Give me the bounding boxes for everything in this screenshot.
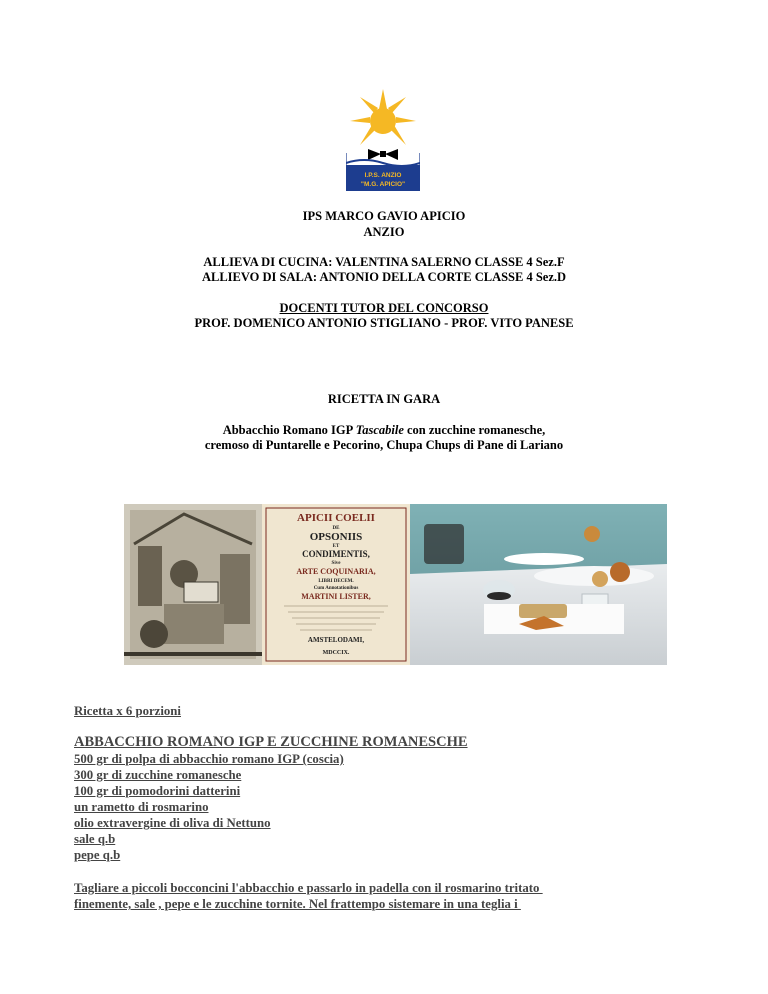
ingredient-item: 500 gr di polpa di abbacchio romano IGP (coscia) (74, 752, 344, 766)
method-line-1: Tagliare a piccoli bocconcini l'abbacchio e passarlo in padella con il rosmarino tritato (74, 881, 543, 895)
ingredient-item: olio extravergine di oliva di Nettuno (74, 816, 271, 830)
tutors-title: DOCENTI TUTOR DEL CONCORSO (279, 301, 489, 315)
book-line-10: MARTINI LISTER, (301, 592, 371, 601)
book-line-5: CONDIMENTIS, (302, 549, 370, 559)
book-line-12: MDCCIX. (322, 650, 350, 656)
ingredient-item: sale q.b (74, 832, 116, 846)
book-line-6: Sive (331, 561, 341, 566)
school-logo (346, 83, 420, 191)
logo-text-1: I.P.S. ANZIO (364, 172, 402, 179)
book-title-page (262, 504, 410, 665)
recipe-name-line1: Abbacchio Romano IGP Tascabile con zucchine romanesche, (222, 423, 546, 437)
logo-text-2: "M.G. APICIO" (360, 181, 406, 188)
book-line-3: OPSONIIS (309, 531, 363, 543)
recipe-name-italic: Tascabile (355, 423, 404, 437)
portions: Ricetta x 6 porzioni (74, 704, 181, 718)
book-line-7: ARTE COQUINARIA, (296, 567, 376, 576)
method-line-2: finemente, sale , pepe e le zucchine tornite. Nel frattempo sistemare in una teglia i (74, 897, 521, 911)
school-name: IPS MARCO GAVIO APICIO (302, 209, 466, 223)
book-line-9: Cum Annotationibus (313, 586, 359, 591)
ingredient-item: 300 gr di zucchine romanesche (74, 768, 242, 782)
tutors-names: PROF. DOMENICO ANTONIO STIGLIANO - PROF. VITO PANESE (194, 316, 574, 330)
recipe-label: RICETTA IN GARA (327, 392, 441, 406)
section-title: ABBACCHIO ROMANO IGP E ZUCCHINE ROMANESCHE (74, 734, 468, 750)
photo-collage (124, 504, 667, 665)
student-kitchen: ALLIEVA DI CUCINA: VALENTINA SALERNO CLASSE 4 Sez.F (203, 255, 565, 269)
book-line-1: APICII COELII (297, 512, 375, 524)
student-hall: ALLIEVO DI SALA: ANTONIO DELLA CORTE CLASSE 4 Sez.D (201, 270, 567, 284)
book-line-2: DE (332, 526, 340, 531)
book-line-11: AMSTELODAMI, (307, 636, 365, 644)
engraving-image (124, 504, 262, 665)
ingredient-item: 100 gr di pomodorini datterini (74, 784, 241, 798)
book-line-4: ET (332, 544, 340, 549)
school-city: ANZIO (363, 225, 405, 239)
ingredient-item: pepe q.b (74, 848, 121, 862)
dish-photo (410, 504, 667, 665)
book-line-8: LIBRI DECEM. (318, 579, 354, 584)
recipe-name-line2: cremoso di Puntarelle e Pecorino, Chupa Chups di Pane di Lariano (204, 438, 564, 452)
ingredient-item: un rametto di rosmarino (74, 800, 209, 814)
